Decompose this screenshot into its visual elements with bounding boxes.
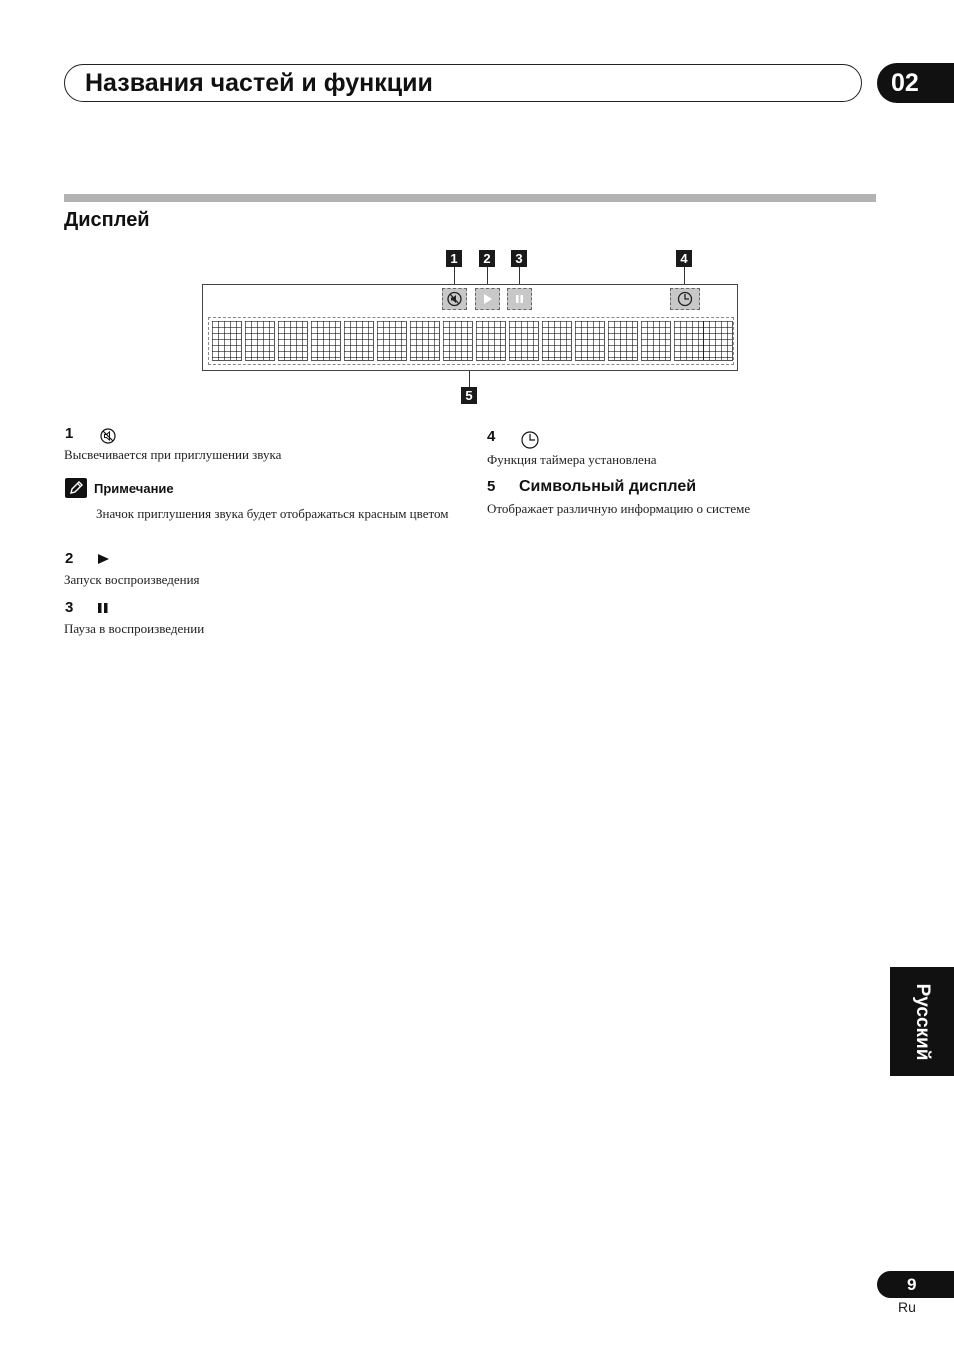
character-cell [410, 321, 440, 361]
timer-indicator [670, 288, 700, 310]
callout-1: 1 [446, 250, 462, 267]
language-tab [890, 967, 954, 1076]
character-cell [278, 321, 308, 361]
display-diagram [200, 246, 740, 406]
language-tab-label: Русский [912, 983, 933, 1060]
page-number: 9 [877, 1271, 954, 1298]
character-cell [542, 321, 572, 361]
section-heading: Дисплей [64, 209, 150, 231]
item-1-number: 1 [65, 425, 74, 442]
item-4-description: Функция таймера установлена [487, 452, 657, 467]
item-2-description: Запуск воспроизведения [64, 572, 200, 587]
page-title: Названия частей и функции [85, 69, 433, 97]
leader-line-5 [469, 371, 470, 387]
play-indicator [475, 288, 500, 310]
section-rule [64, 194, 876, 202]
item-5-number: 5 [487, 478, 496, 495]
play-icon [476, 289, 499, 309]
character-cell [377, 321, 407, 361]
character-cell [608, 321, 638, 361]
character-cell [443, 321, 473, 361]
callout-5: 5 [461, 387, 477, 404]
character-cell [509, 321, 539, 361]
item-2-number: 2 [65, 550, 74, 567]
page-language-code: Ru [898, 1299, 916, 1315]
mute-icon [443, 289, 466, 309]
callout-3: 3 [511, 250, 527, 267]
callout-2: 2 [479, 250, 495, 267]
pause-icon [508, 289, 531, 309]
character-cell [476, 321, 506, 361]
pause-indicator [507, 288, 532, 310]
item-5-title: Символьный дисплей [519, 478, 697, 495]
character-cell [575, 321, 605, 361]
item-3-number: 3 [65, 599, 74, 616]
display-panel [202, 284, 738, 371]
item-1-description: Высвечивается при приглушении звука [64, 447, 282, 462]
note-text: Значок приглушения звука будет отображаться красным цветом [96, 506, 449, 521]
chapter-badge: 02 [877, 63, 954, 103]
note-pencil-icon [65, 478, 87, 498]
pause-icon [97, 602, 109, 614]
character-cell [344, 321, 374, 361]
item-5-description: Отображает различную информацию о системе [487, 501, 751, 516]
mute-indicator [442, 288, 467, 310]
character-cell [674, 321, 704, 361]
pencil-icon [65, 478, 87, 498]
callout-4: 4 [676, 250, 692, 267]
mute-icon [99, 427, 117, 445]
item-4-number: 4 [487, 428, 496, 445]
character-cell [641, 321, 671, 361]
note-label: Примечание [94, 481, 174, 496]
character-cell [703, 321, 733, 361]
character-cell [311, 321, 341, 361]
play-icon [97, 553, 111, 565]
timer-icon [671, 289, 699, 309]
item-3-description: Пауза в воспроизведении [64, 621, 205, 636]
character-display [208, 317, 734, 365]
character-cell [212, 321, 242, 361]
character-cell [245, 321, 275, 361]
timer-icon [520, 430, 540, 450]
